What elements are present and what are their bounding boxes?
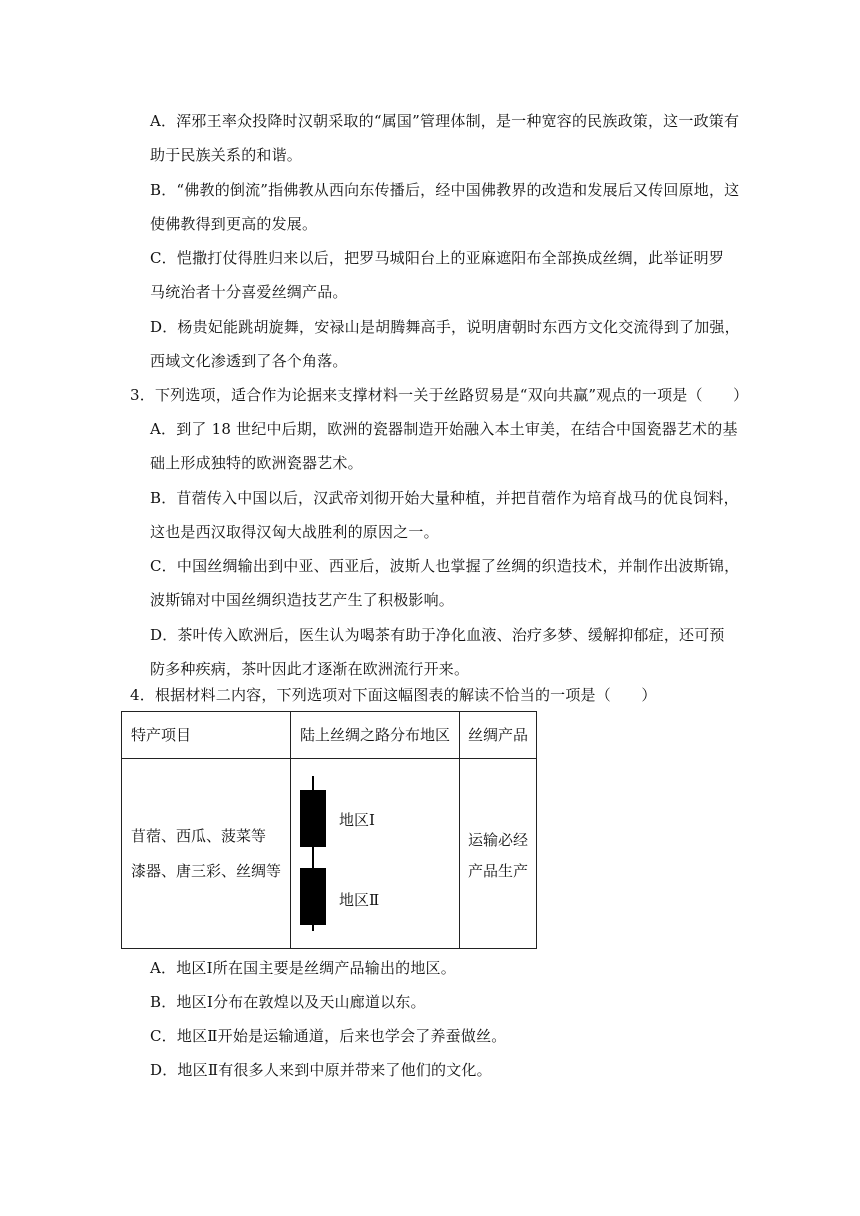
- q3-stem: 3．下列选项，适合作为论据来支撑材料一关于丝路贸易是“双向共赢”观点的一项是（ ）: [130, 386, 749, 404]
- q4-stem: 4．根据材料二内容，下列选项对下面这幅图表的解读不恰当的一项是（ ）: [130, 686, 657, 704]
- q3-option-b-line1: B．苜蓿传入中国以后，汉武帝刘彻开始大量种植，并把苜蓿作为培育战马的优良饲料，: [150, 489, 739, 507]
- q4-option-c: C．地区Ⅱ开始是运输通道，后来也学会了养蚕做丝。: [150, 1027, 507, 1045]
- region-1-label: 地区Ⅰ: [339, 811, 375, 829]
- specialty-item: 苜蓿、西瓜、菠菜等: [131, 827, 267, 845]
- q2-option-d-line1: D．杨贵妃能跳胡旋舞，安禄山是胡腾舞高手，说明唐朝时东西方文化交流得到了加强，: [150, 318, 740, 336]
- q3-option-b-line2: 这也是西汉取得汉匈大战胜利的原因之一。: [150, 523, 439, 541]
- q2-option-d-line2: 西域文化渗透到了各个角落。: [150, 352, 348, 370]
- region-1-block: [300, 790, 326, 847]
- q2-option-b-line2: 使佛教得到更高的发展。: [150, 215, 318, 233]
- q2-option-b-line1: B．“佛教的倒流”指佛教从西向东传播后，经中国佛教界的改造和发展后又传回原地，这: [150, 181, 740, 199]
- q3-option-d-line1: D．茶叶传入欧洲后，医生认为喝茶有助于净化血液、治疗多梦、缓解抑郁症，还可预: [150, 626, 725, 644]
- table-divider: [122, 758, 536, 759]
- table-header-specialty: 特产项目: [131, 726, 192, 744]
- q4-option-a: A．地区Ⅰ所在国主要是丝绸产品输出的地区。: [150, 959, 456, 977]
- table-divider: [459, 712, 460, 948]
- specialty-item: 漆器、唐三彩、丝绸等: [131, 862, 282, 880]
- silk-product-label: 运输必经: [468, 831, 529, 849]
- q2-option-c-line2: 马统治者十分喜爱丝绸产品。: [150, 283, 348, 301]
- table-header-silk-products: 丝绸产品: [468, 726, 529, 744]
- q4-option-d: D．地区Ⅱ有很多人来到中原并带来了他们的文化。: [150, 1061, 492, 1079]
- q3-option-a-line1: A．到了 18 世纪中后期，欧洲的瓷器制造开始融入本土审美，在结合中国瓷器艺术的基: [150, 420, 738, 438]
- region-2-label: 地区Ⅱ: [339, 891, 380, 909]
- table-header-region: 陆上丝绸之路分布地区: [300, 726, 451, 744]
- q3-option-c-line1: C．中国丝绸输出到中亚、西亚后，波斯人也掌握了丝绸的织造技术，并制作出波斯锦，: [150, 557, 740, 575]
- region-2-block: [300, 868, 326, 925]
- q4-option-b: B．地区Ⅰ分布在敦煌以及天山廊道以东。: [150, 993, 426, 1011]
- q2-option-a-line2: 助于民族关系的和谐。: [150, 146, 303, 164]
- q2-option-c-line1: C．恺撒打仗得胜归来以后，把罗马城阳台上的亚麻遮阳布全部换成丝绸，此举证明罗: [150, 249, 725, 267]
- silk-product-label: 产品生产: [468, 862, 529, 880]
- q2-option-a-line1: A．浑邪王率众投降时汉朝采取的“属国”管理体制，是一种宽容的民族政策，这一政策有: [150, 112, 740, 130]
- silk-road-table: [121, 711, 537, 949]
- table-divider: [290, 712, 291, 948]
- q3-option-a-line2: 础上形成独特的欧洲瓷器艺术。: [150, 454, 363, 472]
- q3-option-d-line2: 防多种疾病，茶叶因此才逐渐在欧洲流行开来。: [150, 660, 470, 678]
- q3-option-c-line2: 波斯锦对中国丝绸织造技艺产生了积极影响。: [150, 591, 455, 609]
